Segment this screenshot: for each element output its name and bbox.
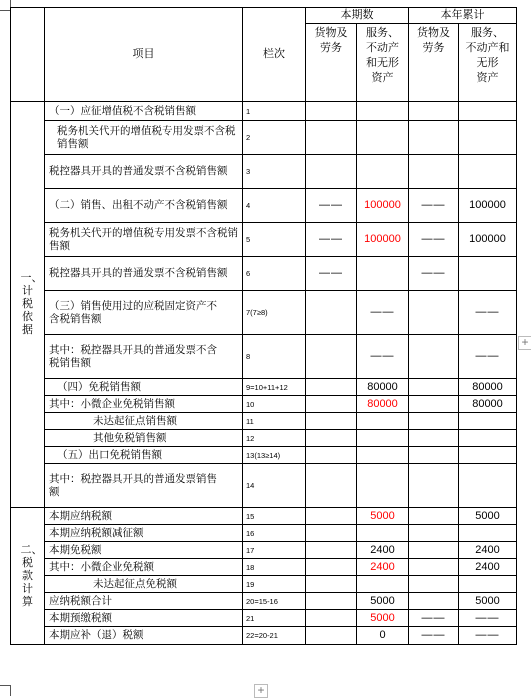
cell-services[interactable] xyxy=(357,257,409,291)
cell-services[interactable] xyxy=(357,430,409,447)
table-row xyxy=(11,335,517,379)
row-column-number: 14 xyxy=(243,464,306,508)
cell-goods[interactable]: —— xyxy=(306,189,357,223)
row-label: （四）免税销售额 xyxy=(45,379,243,396)
table-row xyxy=(11,430,517,447)
cell-services-ytd[interactable] xyxy=(459,464,517,508)
cell-goods-ytd[interactable] xyxy=(409,155,459,189)
cell-goods-ytd[interactable] xyxy=(409,508,459,525)
row-column-number: 7(7≥8) xyxy=(243,291,306,335)
row-label: 税务机关代开的增值税专用发票不含税销售额 xyxy=(45,121,243,155)
cell-goods[interactable]: —— xyxy=(306,223,357,257)
cell-services-ytd[interactable]: 5000 xyxy=(459,508,517,525)
cell-services[interactable]: 2400 xyxy=(357,542,409,559)
cell-services-ytd[interactable]: 2400 xyxy=(459,542,517,559)
cell-goods-ytd[interactable]: —— xyxy=(409,257,459,291)
header-item: 项目 xyxy=(45,8,243,102)
row-label: 其中：小微企业免税销售额 xyxy=(45,396,243,413)
row-column-number: 9=10+11+12 xyxy=(243,379,306,396)
table-row xyxy=(11,627,517,645)
cell-goods-ytd[interactable] xyxy=(409,102,459,121)
row-label: 税控器具开具的普通发票不含税销售额 xyxy=(45,155,243,189)
cell-services-ytd[interactable] xyxy=(459,430,517,447)
table-row xyxy=(11,379,517,396)
cell-services[interactable]: 5000 xyxy=(357,508,409,525)
table-row xyxy=(11,189,517,223)
cell-services-ytd[interactable]: —— xyxy=(459,335,517,379)
plus-icon[interactable]: + xyxy=(518,336,531,350)
table-row xyxy=(11,102,517,121)
cell-goods-ytd[interactable] xyxy=(409,593,459,610)
cell-goods[interactable] xyxy=(306,155,357,189)
cell-goods-ytd[interactable]: —— xyxy=(409,189,459,223)
header-blank xyxy=(11,8,45,102)
cell-goods[interactable] xyxy=(306,508,357,525)
row-label: （一）应征增值税不含税销售额 xyxy=(45,102,243,121)
cell-goods-ytd[interactable]: —— xyxy=(409,610,459,627)
row-label: 税控器具开具的普通发票不含税销售额 xyxy=(45,257,243,291)
cell-goods-ytd[interactable] xyxy=(409,413,459,430)
cell-goods[interactable] xyxy=(306,335,357,379)
cell-services-ytd[interactable]: 2400 xyxy=(459,559,517,576)
cell-services-ytd[interactable] xyxy=(459,121,517,155)
cell-services[interactable]: 0 xyxy=(357,627,409,645)
row-column-number: 21 xyxy=(243,610,306,627)
row-column-number: 22=20-21 xyxy=(243,627,306,645)
cell-services-ytd[interactable] xyxy=(459,155,517,189)
table-row xyxy=(11,396,517,413)
header-services-ytd: 服务、 不动产和无形 资产 xyxy=(459,24,517,102)
section-basis xyxy=(11,102,45,508)
table-row xyxy=(11,508,517,525)
row-label: 未达起征点销售额 xyxy=(45,413,243,430)
cell-goods-ytd[interactable] xyxy=(409,379,459,396)
row-column-number: 16 xyxy=(243,525,306,542)
row-label: 其中：税控器具开具的普通发票不含 税销售额 xyxy=(45,335,243,379)
cell-goods-ytd[interactable] xyxy=(409,464,459,508)
cell-services[interactable] xyxy=(357,447,409,464)
table-row xyxy=(11,542,517,559)
header-column: 栏次 xyxy=(243,8,306,102)
cell-services[interactable]: —— xyxy=(357,291,409,335)
cell-services-ytd[interactable]: —— xyxy=(459,610,517,627)
cell-services[interactable] xyxy=(357,121,409,155)
row-column-number: 8 xyxy=(243,335,306,379)
table-row xyxy=(11,155,517,189)
cell-services[interactable]: 100000 xyxy=(357,223,409,257)
row-label: 本期预缴税额 xyxy=(45,610,243,627)
row-label: （二）销售、出租不动产不含税销售额 xyxy=(45,189,243,223)
cell-goods[interactable] xyxy=(306,430,357,447)
cell-goods[interactable] xyxy=(306,542,357,559)
cell-goods[interactable] xyxy=(306,576,357,593)
row-column-number: 4 xyxy=(243,189,306,223)
cell-services-ytd[interactable]: —— xyxy=(459,291,517,335)
row-label: 其中：税控器具开具的普通发票销售 额 xyxy=(45,464,243,508)
row-column-number: 2 xyxy=(243,121,306,155)
row-column-number: 17 xyxy=(243,542,306,559)
row-column-number: 11 xyxy=(243,413,306,430)
row-label: 税务机关代开的增值税专用发票不含税销售额 xyxy=(45,223,243,257)
cell-services-ytd[interactable] xyxy=(459,576,517,593)
cell-goods[interactable] xyxy=(306,379,357,396)
cell-goods-ytd[interactable] xyxy=(409,559,459,576)
cell-goods[interactable] xyxy=(306,396,357,413)
row-label: （三）销售使用过的应税固定资产不 含税销售额 xyxy=(45,291,243,335)
section-label: 一、计税依据 xyxy=(20,272,43,336)
cell-services[interactable] xyxy=(357,525,409,542)
row-column-number: 19 xyxy=(243,576,306,593)
cell-services-ytd[interactable] xyxy=(459,413,517,430)
cell-services[interactable]: 5000 xyxy=(357,610,409,627)
cell-goods[interactable] xyxy=(306,121,357,155)
row-column-number: 1 xyxy=(243,102,306,121)
cell-goods-ytd[interactable] xyxy=(409,396,459,413)
table-row xyxy=(11,610,517,627)
cell-goods-ytd[interactable] xyxy=(409,525,459,542)
row-label: 本期应纳税额减征额 xyxy=(45,525,243,542)
cell-services[interactable]: 5000 xyxy=(357,593,409,610)
section-label: 二、税款计算 xyxy=(20,543,43,608)
row-label: 其中：小微企业免税额 xyxy=(45,559,243,576)
row-column-number: 6 xyxy=(243,257,306,291)
plus-icon[interactable]: + xyxy=(254,684,268,698)
cell-goods-ytd[interactable] xyxy=(409,542,459,559)
cell-goods[interactable] xyxy=(306,291,357,335)
cell-services[interactable]: 2400 xyxy=(357,559,409,576)
cell-goods[interactable] xyxy=(306,447,357,464)
header-services: 服务、 不动产 和无形 资产 xyxy=(357,24,409,102)
cell-services-ytd[interactable]: 80000 xyxy=(459,379,517,396)
table-row xyxy=(11,464,517,508)
row-column-number: 15 xyxy=(243,508,306,525)
cell-services[interactable]: 80000 xyxy=(357,379,409,396)
page-corner-mark xyxy=(0,685,11,696)
table-row xyxy=(11,291,517,335)
cell-services[interactable]: 80000 xyxy=(357,396,409,413)
row-label: 本期应纳税额 xyxy=(45,508,243,525)
table-row xyxy=(11,559,517,576)
cell-goods-ytd[interactable]: —— xyxy=(409,223,459,257)
header-goods-ytd: 货物及 劳务 xyxy=(409,24,459,102)
cell-services[interactable]: —— xyxy=(357,335,409,379)
row-column-number: 5 xyxy=(243,223,306,257)
cell-services[interactable] xyxy=(357,464,409,508)
cell-goods-ytd[interactable] xyxy=(409,291,459,335)
cell-goods[interactable] xyxy=(306,102,357,121)
cell-goods[interactable] xyxy=(306,464,357,508)
cell-services-ytd[interactable] xyxy=(459,447,517,464)
cell-services[interactable] xyxy=(357,413,409,430)
row-column-number: 12 xyxy=(243,430,306,447)
row-label: 未达起征点免税额 xyxy=(45,576,243,593)
row-label: 本期免税额 xyxy=(45,542,243,559)
cell-goods-ytd[interactable]: —— xyxy=(409,627,459,645)
table-row xyxy=(11,223,517,257)
cell-services-ytd[interactable]: 100000 xyxy=(459,189,517,223)
cell-services[interactable] xyxy=(357,155,409,189)
row-column-number: 3 xyxy=(243,155,306,189)
cell-goods[interactable] xyxy=(306,413,357,430)
cell-services[interactable]: 100000 xyxy=(357,189,409,223)
cell-goods-ytd[interactable] xyxy=(409,576,459,593)
cell-goods[interactable] xyxy=(306,593,357,610)
cell-goods-ytd[interactable] xyxy=(409,430,459,447)
cell-goods-ytd[interactable] xyxy=(409,121,459,155)
cell-goods[interactable] xyxy=(306,559,357,576)
cell-goods[interactable] xyxy=(306,610,357,627)
cell-services-ytd[interactable] xyxy=(459,102,517,121)
table-row xyxy=(11,121,517,155)
section-tax-calc xyxy=(11,508,45,645)
table-row xyxy=(11,447,517,464)
cell-services-ytd[interactable]: 5000 xyxy=(459,593,517,610)
cell-services[interactable] xyxy=(357,576,409,593)
vat-return-table xyxy=(10,7,517,645)
table-row xyxy=(11,525,517,542)
table-row xyxy=(11,593,517,610)
cell-goods[interactable]: —— xyxy=(306,257,357,291)
cell-goods-ytd[interactable] xyxy=(409,447,459,464)
row-label: 其他免税销售额 xyxy=(45,430,243,447)
cell-services-ytd[interactable]: 80000 xyxy=(459,396,517,413)
header-ytd: 本年累计 xyxy=(409,8,517,24)
cell-services-ytd[interactable]: 100000 xyxy=(459,223,517,257)
row-column-number: 18 xyxy=(243,559,306,576)
row-label: 本期应补（退）税额 xyxy=(45,627,243,645)
header-goods: 货物及 劳务 xyxy=(306,24,357,102)
cell-goods-ytd[interactable] xyxy=(409,335,459,379)
table-row xyxy=(11,576,517,593)
row-column-number: 20=15-16 xyxy=(243,593,306,610)
row-column-number: 13(13≥14) xyxy=(243,447,306,464)
cell-services-ytd[interactable] xyxy=(459,525,517,542)
cell-services-ytd[interactable] xyxy=(459,257,517,291)
cell-goods[interactable] xyxy=(306,525,357,542)
row-label: 应纳税额合计 xyxy=(45,593,243,610)
row-label: （五）出口免税销售额 xyxy=(45,447,243,464)
cell-services[interactable] xyxy=(357,102,409,121)
row-column-number: 10 xyxy=(243,396,306,413)
cell-services-ytd[interactable]: —— xyxy=(459,627,517,645)
table-row xyxy=(11,257,517,291)
table-row xyxy=(11,413,517,430)
header-current-period: 本期数 xyxy=(306,8,409,24)
cell-goods[interactable] xyxy=(306,627,357,645)
